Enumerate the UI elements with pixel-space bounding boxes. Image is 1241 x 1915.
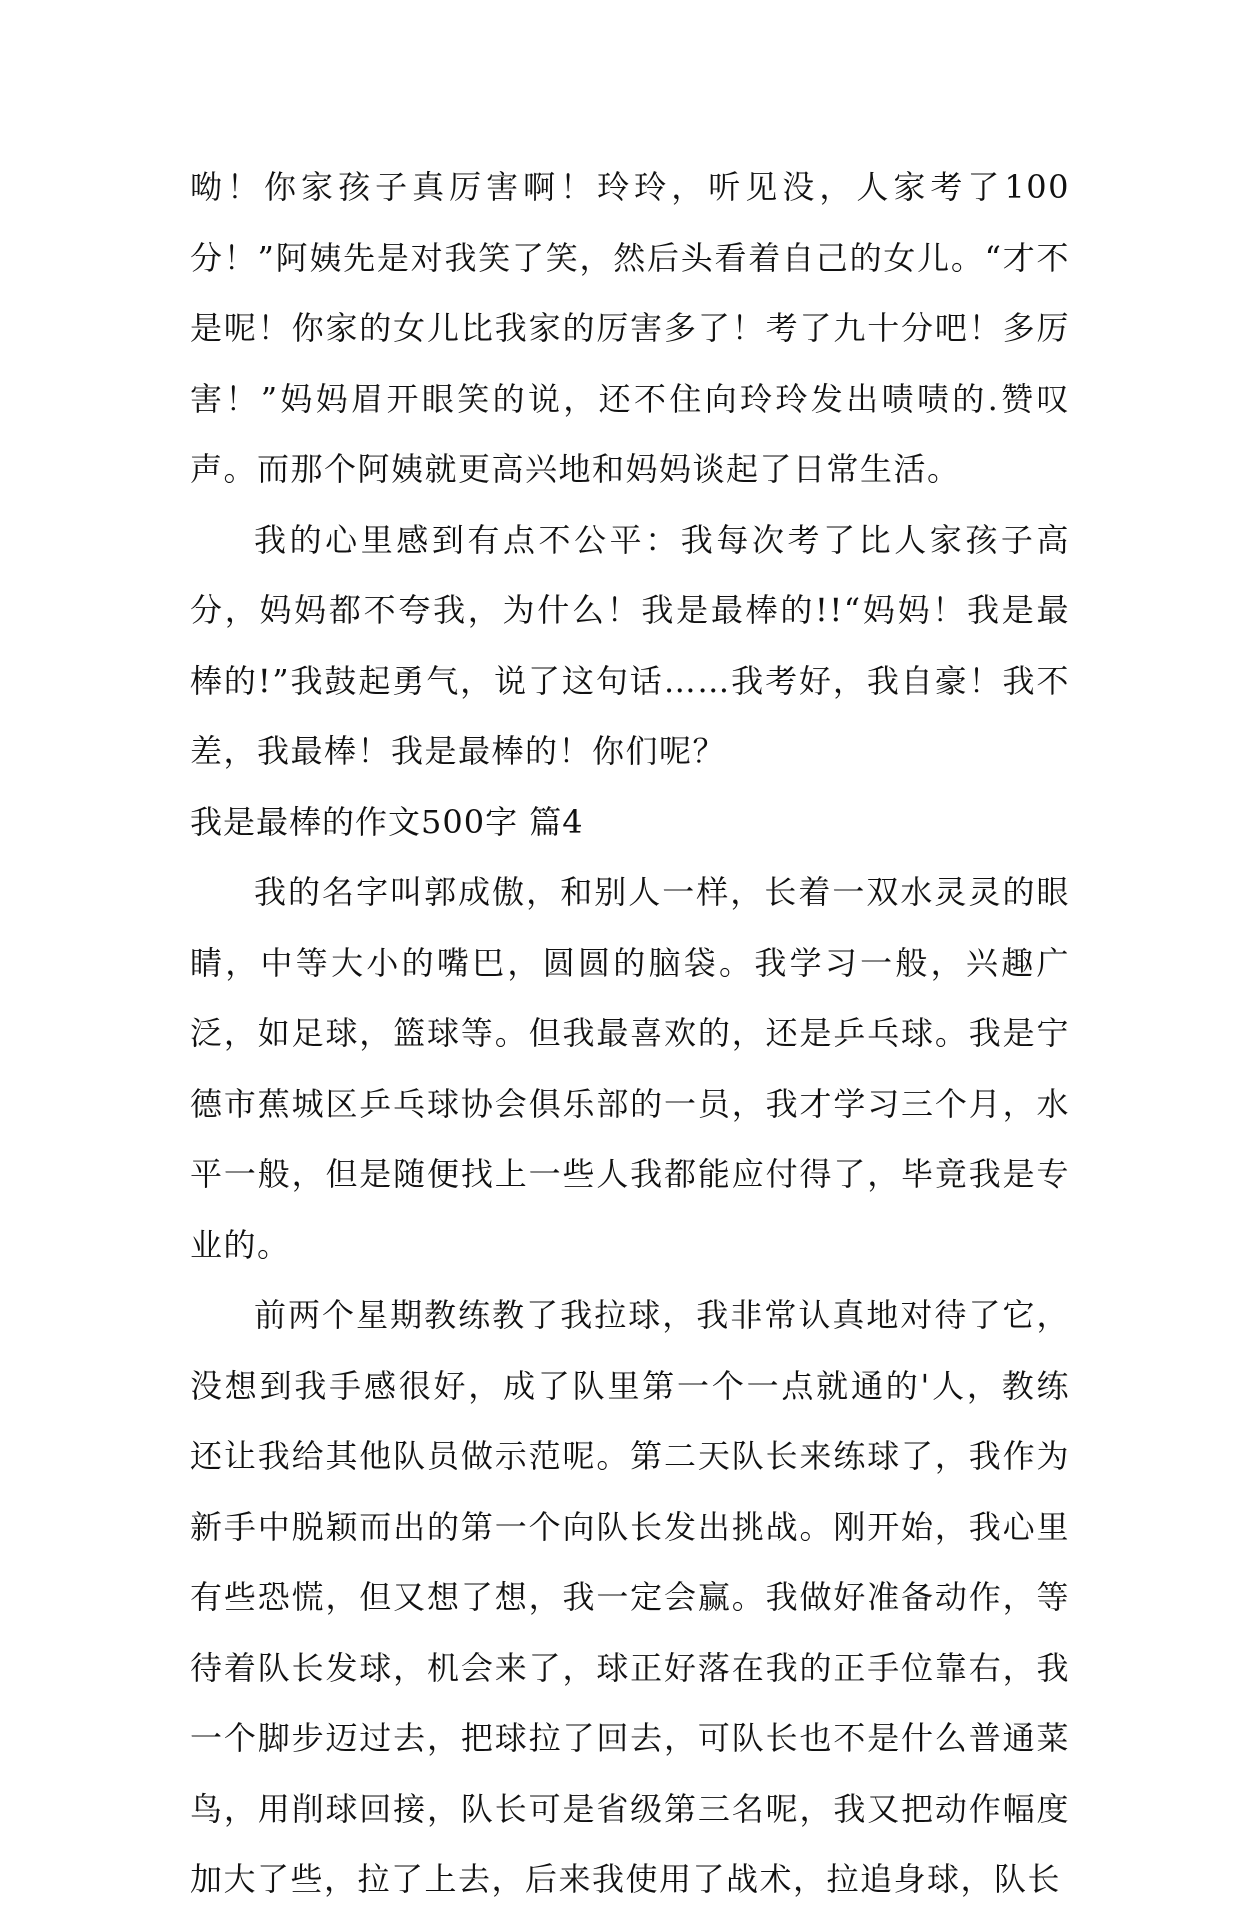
paragraph: 前两个星期教练教了我拉球，我非常认真地对待了它，没想到我手感很好，成了队里第一个一点就通的'人，教练还让我给其他队员做示范呢。第二天队长来练球了，我作为新手中脱颖而出的第一个向队长发出挑战。刚开始，我心里有些恐慌，但又想了想，我一定会赢。我做好准备动作，等待着队长发球，机会来了，球正好落在我的正手位靠右，我一个脚步迈过去，把球拉了回去，可队长也不是什么普通菜鸟，用削球回接，队长可是省级第三名呢，我又把动作幅度加大了些，拉了上去，后来我使用了战术，拉追身球，队长 [190,1296,1070,1898]
paragraph-continued: 呦！你家孩子真厉害啊！玲玲，听见没，人家考了100分！”阿姨先是对我笑了笑，然后头看着自己的女儿。“才不是呢！你家的女儿比我家的厉害多了！考了九十分吧！多厉害！”妈妈眉开眼笑的说，还不住向玲玲发出啧啧的.赞叹声。而那个阿姨就更高兴地和妈妈谈起了日常生活。 [190,168,1070,488]
paragraph: 我的心里感到有点不公平：我每次考了比人家孩子高分，妈妈都不夸我，为什么！我是最棒的!!“妈妈！我是最棒的!”我鼓起勇气，说了这句话……我考好，我自豪！我不差，我最棒！我是最棒的！你们呢？ [190,520,1070,770]
document-page [190,152,1070,1915]
paragraph: 我的名字叫郭成傲，和别人一样，长着一双水灵灵的眼睛，中等大小的嘴巴，圆圆的脑袋。我学习一般，兴趣广泛，如足球，篮球等。但我最喜欢的，还是乒乓球。我是宁德市蕉城区乒乓球协会俱乐部的一员，我才学习三个月，水平一般，但是随便找上一些人我都能应付得了，毕竟我是专业的。 [190,873,1070,1264]
section-heading: 我是最棒的作文500字 篇4 [190,802,584,841]
